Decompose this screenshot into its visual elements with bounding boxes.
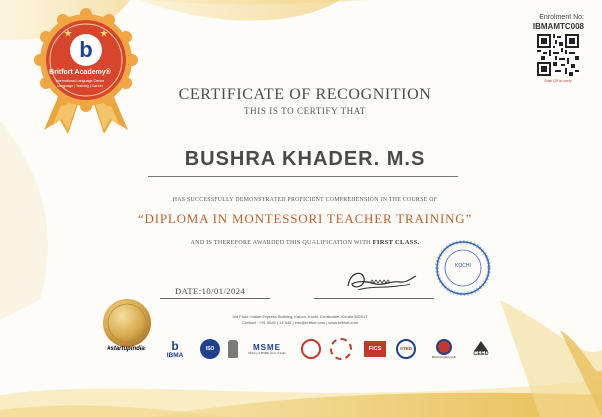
iso-logo: ISO: [198, 334, 222, 364]
signature-line: [314, 298, 434, 299]
fics-logo: FICS: [362, 334, 388, 364]
enrolment-number: IBMAMTC008: [532, 22, 584, 31]
ceed-logo: CEED: [468, 334, 494, 364]
signature-image: [340, 264, 420, 298]
contact-line: Contact : +91 9645 | 14 445 | info@britfort.com | www.britfort.com: [241, 320, 358, 325]
sted-logo: STED: [394, 334, 418, 364]
ibma-logo: b IBMA: [166, 338, 184, 359]
award-prefix: AND IS THEREFORE AWARDED THIS QUALIFICATION WITH: [190, 240, 371, 246]
seal-city: KOCHI: [455, 263, 471, 269]
address-block: [150, 314, 450, 326]
qr-caption: Scan QR to verify: [544, 79, 572, 83]
course-description: HAS SUCCESSFULLY DEMONSTRATED PROFICIENT COMPREHENSION IN THE COURSE OF: [172, 197, 438, 203]
msme-logo: MSME Ministry of MSME, Govt. of India: [248, 343, 286, 355]
academy-name: Britfort Academy®: [49, 69, 111, 76]
award-class: FIRST CLASS.: [372, 239, 420, 246]
enrolment-label: Enrolment No:: [539, 14, 584, 21]
name-underline: [148, 176, 458, 177]
govt-emblem-icon: [226, 334, 240, 364]
course-name: “DIPLOMA IN MONTESSORI TEACHER TRAINING”: [137, 211, 473, 226]
qr-code-icon[interactable]: [537, 34, 579, 76]
certificate-subtitle: THIS IS TO CERTIFY THAT: [244, 106, 366, 116]
recipient-name: BUSHRA KHADER. M.S: [184, 148, 426, 170]
accreditation-logos: [100, 334, 520, 364]
address-line: 3rd Floor, Indian Express Building, Kaloor, Kochi, Ernakulam, Kerala 682017: [232, 314, 368, 319]
date-line: [160, 298, 270, 299]
startup-india-logo: #startupindia: [107, 346, 145, 352]
certification-seal-icon: [328, 334, 354, 364]
british-english-club-logo: British English Club: [424, 334, 464, 364]
academy-tagline: International Language Centre Language | Training | Career: [55, 79, 105, 88]
accreditation-badge-icon: [298, 334, 324, 364]
svg-text:b: b: [79, 37, 93, 62]
issue-date: DATE:10/01/2024: [175, 286, 246, 296]
certificate-title: CERTIFICATE OF RECOGNITION: [178, 86, 432, 103]
